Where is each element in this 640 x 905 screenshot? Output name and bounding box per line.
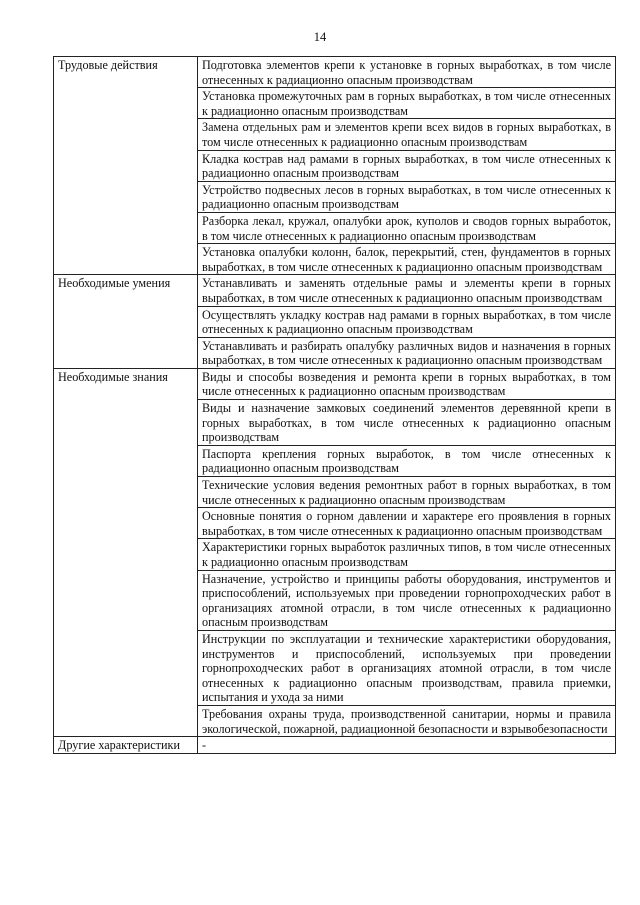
row-item-text: Устройство подвесных лесов в горных выработках, в том числе отнесенных к радиационно опасным производствам [198,181,616,212]
row-item-text: Разборка лекал, кружал, опалубки арок, куполов и сводов горных выработок, в том числе отнесенных к радиационно опасным производствам [198,212,616,243]
labor-functions-table [53,56,616,754]
table-row [54,368,616,399]
row-item-text: Замена отдельных рам и элементов крепи всех видов в горных выработках, в том числе отнесенных к радиационно опасным производствам [198,119,616,150]
row-item-text: Кладка кострав над рамами в горных выработках, в том числе отнесенных к радиационно опасным производствам [198,150,616,181]
row-item-text: Установка опалубки колонн, балок, перекрытий, стен, фундаментов в горных выработках, в том числе отнесенных к радиационно опасным производствам [198,244,616,275]
row-item-text: Назначение, устройство и принципы работы оборудования, инструментов и приспособлений, используемых при проведении горнопроходческих работ в организациях атомной отрасли, в том числе отнесенных к радиационно опасным производствам [198,570,616,630]
row-item-text: Виды и назначение замковых соединений элементов деревянной крепи в горных выработках, в том числе отнесенных к радиационно опасным производствам [198,400,616,446]
row-item-text: - [198,737,616,754]
row-item-text: Основные понятия о горном давлении и характере его проявления в горных выработках, в том числе отнесенных к радиационно опасным производствам [198,508,616,539]
table-row [54,57,616,88]
row-item-text: Виды и способы возведения и ремонта крепи в горных выработках, в том числе отнесенных к радиационно опасным производствам [198,368,616,399]
row-item-text: Подготовка элементов крепи к установке в горных выработках, в том числе отнесенных к радиационно опасным производствам [198,57,616,88]
table-body [54,57,616,754]
row-category-label: Необходимые знания [54,368,198,736]
table-row [54,275,616,306]
row-item-text: Установка промежуточных рам в горных выработках, в том числе отнесенных к радиационно опасным производствам [198,88,616,119]
row-item-text: Устанавливать и разбирать опалубку различных видов и назначения в горных выработках, в том числе отнесенных к радиационно опасным производствам [198,337,616,368]
page-number: 14 [313,30,327,44]
row-item-text: Инструкции по эксплуатации и технические характеристики оборудования, инструментов и приспособлений, используемых при проведении горнопроходческих работ в организациях атомной отрасли, в том числе отнесенных к радиационно опасным производствам, правила приемки, испытания и ухода за ними [198,630,616,705]
row-item-text: Паспорта крепления горных выработок, в том числе отнесенных к радиационно опасным производствам [198,445,616,476]
row-item-text: Устанавливать и заменять отдельные рамы и элементы крепи в горных выработках, в том числе отнесенных к радиационно опасным производствам [198,275,616,306]
row-category-label: Необходимые умения [54,275,198,369]
row-item-text: Осуществлять укладку кострав над рамами в горных выработках, в том числе отнесенных к радиационно опасным производствам [198,306,616,337]
row-item-text: Технические условия ведения ремонтных работ в горных выработках, в том числе отнесенных к радиационно опасным производствам [198,477,616,508]
table-row [54,737,616,754]
row-category-label: Трудовые действия [54,57,198,275]
row-item-text: Характеристики горных выработок различных типов, в том числе отнесенных к радиационно опасным производствам [198,539,616,570]
row-item-text: Требования охраны труда, производственной санитарии, нормы и правила экологической, пожарной, радиационной безопасности и взрывобезопасности [198,705,616,736]
row-category-label: Другие характеристики [54,737,198,754]
